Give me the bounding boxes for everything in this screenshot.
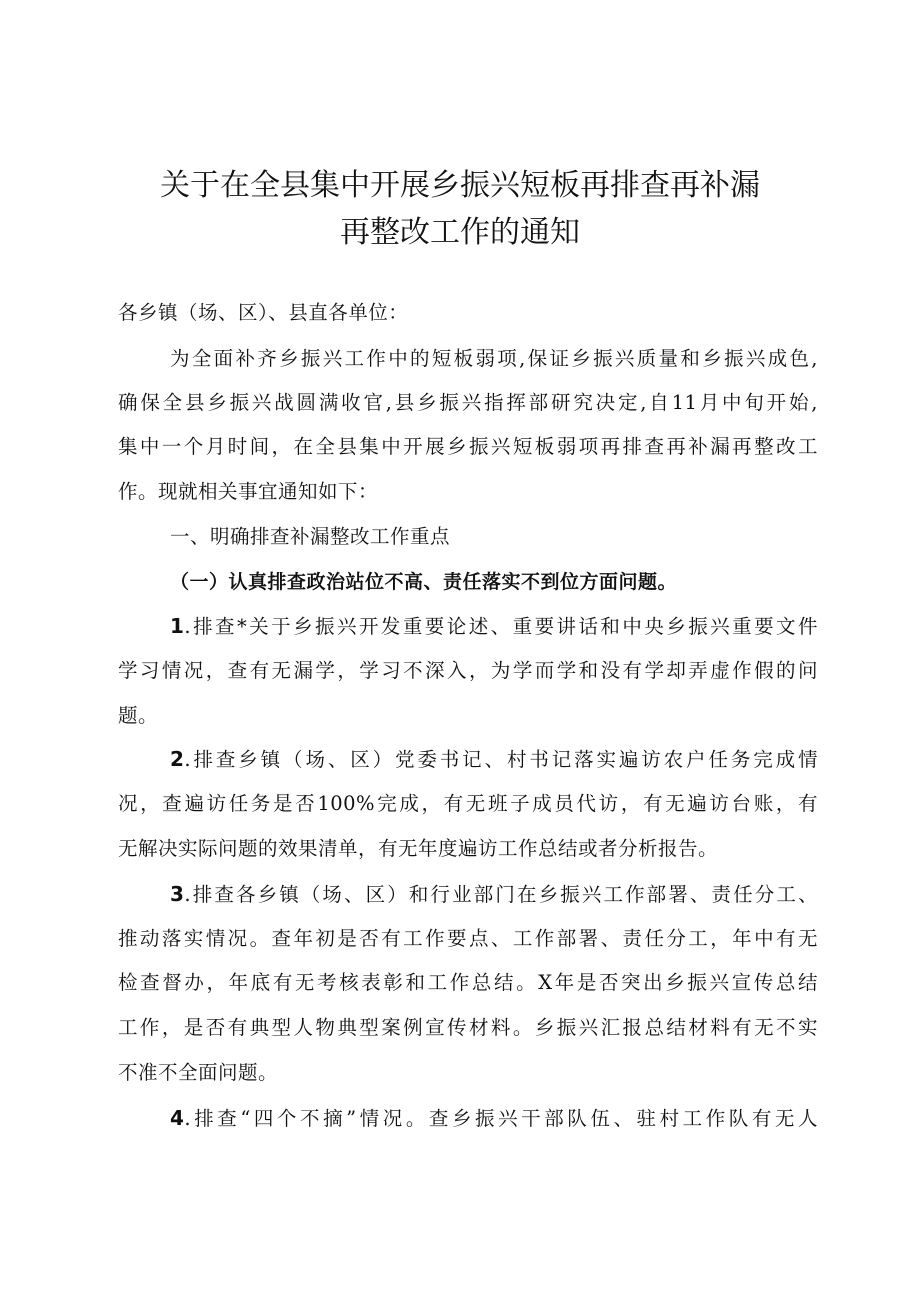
list-item-line: 3.排查各乡镇（场、区）和行业部门在乡振兴工作部署、责任分工、	[170, 882, 818, 906]
subsection-heading: （一）认真排查政治站位不高、责任落实不到位方面问题。	[170, 571, 678, 593]
list-item-line: 推动落实情况。查年初是否有工作要点、工作部署、责任分工，年中有无	[118, 927, 818, 950]
list-item-line: 无解决实际问题的效果清单，有无年度遍访工作总结或者分析报告。	[118, 837, 719, 860]
list-item-line: 1.排查*关于乡振兴开发重要论述、重要讲话和中央乡振兴重要文件	[170, 614, 818, 638]
intro-line: 为全面补齐乡振兴工作中的短板弱项,保证乡振兴质量和乡振兴成色,	[170, 347, 818, 370]
list-item-line: 题。	[118, 704, 159, 727]
document-title-line1: 关于在全县集中开展乡振兴短板再排查再补漏	[160, 168, 760, 203]
list-item-line: 检查督办，年底有无考核表彰和工作总结。X年是否突出乡振兴宣传总结	[118, 971, 818, 994]
salutation: 各乡镇（场、区）、县直各单位：	[118, 301, 409, 324]
list-item-line: 不准不全面问题。	[118, 1061, 279, 1084]
list-item-line: 2.排查乡镇（场、区）党委书记、村书记落实遍访农户任务完成情	[170, 747, 818, 771]
intro-line: 集中一个月时间，在全县集中开展乡振兴短板弱项再排查再补漏再整改工	[118, 435, 818, 458]
item-number: 3	[170, 882, 185, 906]
item-number: 2	[170, 747, 185, 771]
intro-line: 作。现就相关事宜通知如下：	[118, 480, 379, 503]
document-title-line2: 再整改工作的通知	[340, 215, 580, 250]
item-number: 4	[170, 1106, 185, 1130]
list-item-line: 学习情况，查有无漏学，学习不深入，为学而学和没有学却弄虚作假的问	[118, 659, 818, 682]
list-item-line: 况，查遍访任务是否100%完成，有无班子成员代访，有无遍访台账，有	[118, 792, 818, 815]
list-item-line: 4.排查“四个不摘”情况。查乡振兴干部队伍、驻村工作队有无人	[170, 1106, 818, 1130]
item-number: 1	[170, 614, 185, 638]
section-heading: 一、明确排查补漏整改工作重点	[170, 525, 451, 548]
intro-line: 确保全县乡振兴战圆满收官,县乡振兴指挥部研究决定,自11月中旬开始,	[118, 391, 818, 414]
list-item-line: 工作，是否有典型人物典型案例宣传材料。乡振兴汇报总结材料有无不实	[118, 1016, 818, 1039]
